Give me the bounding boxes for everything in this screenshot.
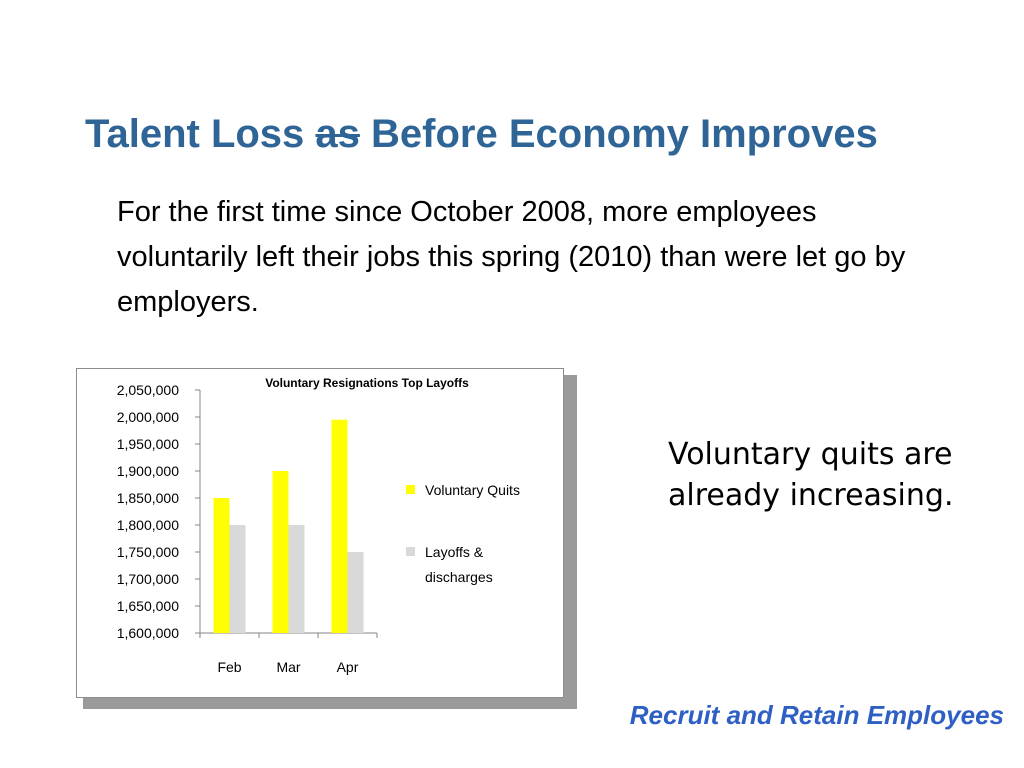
y-tick-label: 1,800,000 <box>116 517 179 533</box>
y-tick-label: 1,900,000 <box>116 463 179 479</box>
y-tick-label: 2,050,000 <box>116 382 179 398</box>
title-part-2: Before Economy Improves <box>359 112 878 156</box>
y-tick-label: 1,600,000 <box>116 625 179 641</box>
y-tick-label: 1,950,000 <box>116 436 179 452</box>
title-part-1: Talent Loss <box>85 112 316 156</box>
legend-label: Layoffs & <box>425 544 484 560</box>
bar-voluntary-quits-feb <box>214 498 230 633</box>
x-category-label: Feb <box>217 659 242 675</box>
y-tick-label: 1,650,000 <box>116 598 179 614</box>
bar-layoffs-discharges-mar <box>289 525 305 633</box>
y-tick-label: 1,850,000 <box>116 490 179 506</box>
chart-title: Voluntary Resignations Top Layoffs <box>265 376 469 390</box>
footer-title: Recruit and Retain Employees <box>629 700 1004 730</box>
y-tick-label: 2,000,000 <box>116 409 179 425</box>
x-category-label: Mar <box>276 659 301 675</box>
y-tick-label: 1,700,000 <box>116 571 179 587</box>
legend-swatch-1 <box>406 547 415 556</box>
bar-voluntary-quits-apr <box>332 420 348 633</box>
bar-layoffs-discharges-feb <box>230 525 246 633</box>
y-tick-label: 1,750,000 <box>116 544 179 560</box>
bar-layoffs-discharges-apr <box>348 552 364 633</box>
chart-frame <box>76 368 564 698</box>
slide-title <box>85 112 985 157</box>
bar-voluntary-quits-mar <box>273 471 289 633</box>
legend-label: Voluntary Quits <box>425 482 520 498</box>
legend-swatch-0 <box>406 485 415 494</box>
legend-label: discharges <box>425 569 493 585</box>
title-struck-word: as <box>315 112 360 156</box>
side-note: Voluntary quits are already increasing. <box>668 437 954 513</box>
x-category-label: Apr <box>336 659 359 675</box>
bar-chart <box>77 369 563 697</box>
body-text: For the first time since October 2008, more employees voluntarily left their jobs this spring (2010) than were let go by employers. <box>117 196 906 318</box>
